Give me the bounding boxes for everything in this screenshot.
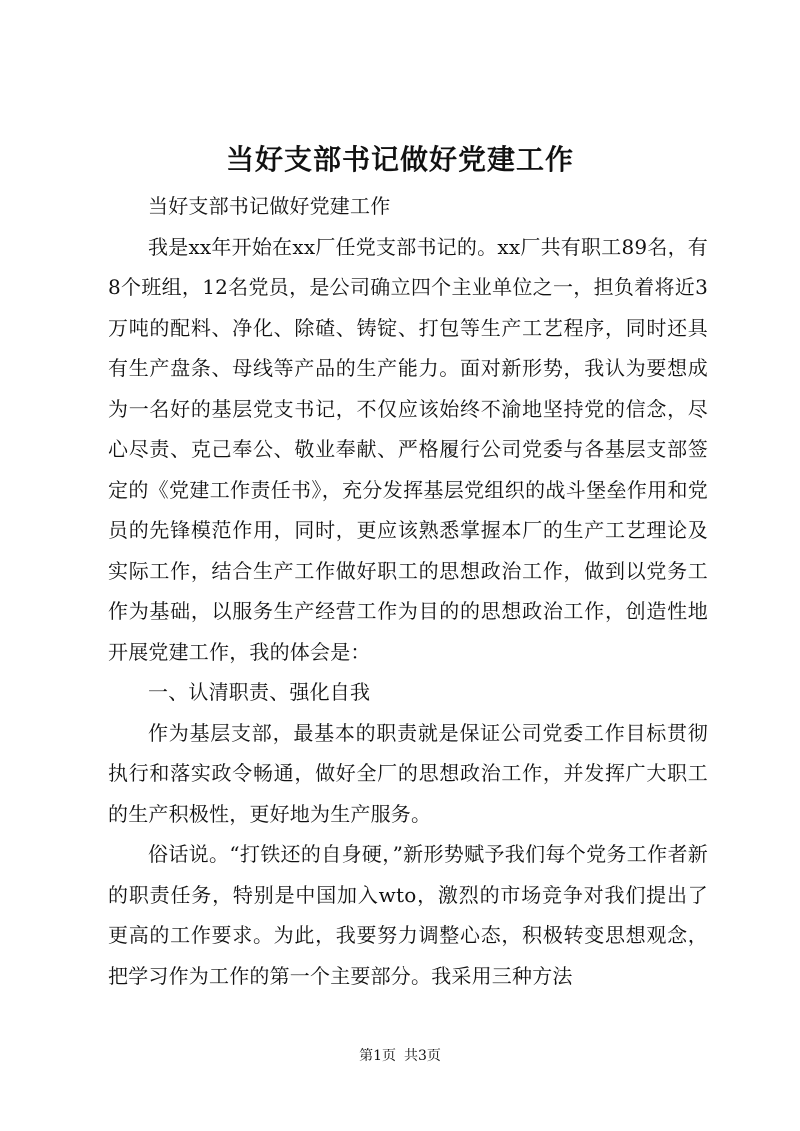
page-footer	[0, 1046, 800, 1066]
subtitle-paragraph: 当好支部书记做好党建工作	[148, 194, 391, 218]
methods-paragraph: 俗话说。“打铁还的自身硬，”新形势赋予我们每个党务工作者新的职责任务，特别是中国加入wto，激烈的市场竞争对我们提出了更高的工作要求。为此，我要努力调整心态，积极转变思想观念，把学习作为工作的第一个主要部分。我采用三种方法	[108, 842, 708, 988]
duty-paragraph: 作为基层支部，最基本的职责就是保证公司党委工作目标贯彻执行和落实政令畅通，做好全厂的思想政治工作，并发挥广大职工的生产积极性，更好地为生产服务。	[108, 720, 708, 826]
section-heading: 一、认清职责、强化自我	[148, 680, 371, 704]
document-title: 当好支部书记做好党建工作	[225, 143, 574, 176]
page-number: 第1页	[359, 1048, 396, 1064]
page-total: 共3页	[404, 1048, 441, 1064]
intro-paragraph: 我是xx年开始在xx厂任党支部书记的。xx厂共有职工89名，有8个班组，12名党员，是公司确立四个主业单位之一，担负着将近3万吨的配料、净化、除碴、铸锭、打包等生产工艺程序，同时还具有生产盘条、母线等产品的生产能力。面对新形势，我认为要想成为一名好的基层党支书记，不仅应该始终不渝地坚持党的信念，尽心尽责、克己奉公、敬业奉献、严格履行公司党委与各基层支部签定的《党建工作责任书》，充分发挥基层党组织的战斗堡垒作用和党员的先锋模范作用，同时，更应该熟悉掌握本厂的生产工艺理论及实际工作，结合生产工作做好职工的思想政治工作，做到以党务工作为基础，以服务生产经营工作为目的的思想政治工作，创造性地开展党建工作，我的体会是：	[108, 234, 708, 664]
document-body	[108, 186, 708, 996]
